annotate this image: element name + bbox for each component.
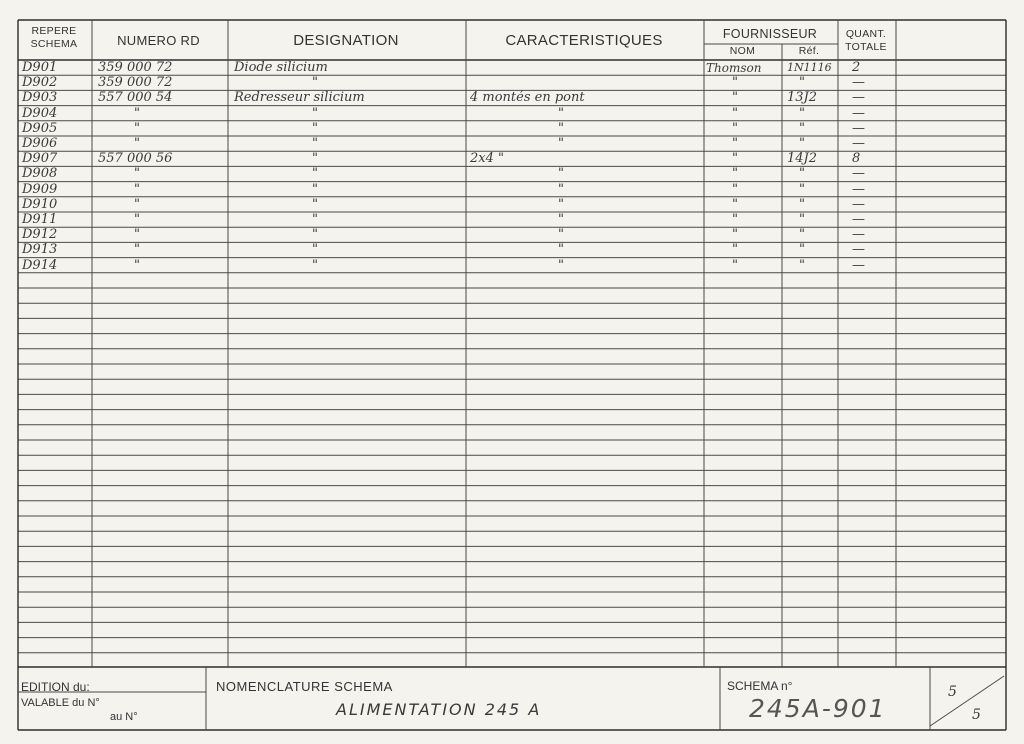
cell-designation: " [312,136,318,151]
cell-caracteristiques: " [558,181,564,197]
cell-ref: " [799,196,805,212]
cell-repere: D907 [22,151,58,167]
cell-quant: — [852,105,865,121]
cell-ref: " [799,75,805,91]
cell-numero: " [134,227,140,243]
cell-numero: " [134,257,140,273]
cell-caracteristiques: " [558,120,564,136]
cell-quant: 2 [852,60,861,75]
cell-caracteristiques: 4 montés en pont [470,90,585,106]
cell-caracteristiques: " [558,212,564,227]
valable-label: VALABLE du N° [21,697,100,709]
cell-nom: " [732,257,738,273]
schema-label: SCHEMA n° [727,679,793,693]
cell-numero: " [134,136,140,151]
cell-nom: " [732,227,738,243]
cell-caracteristiques: " [558,227,564,243]
page-number: 5 [948,684,957,700]
header-repere-schema: REPERE SCHEMA [30,25,78,50]
cell-numero: " [134,166,140,182]
cell-numero: " [134,105,140,121]
cell-ref: " [799,105,805,121]
cell-repere: D912 [22,227,58,243]
cell-designation: Redresseur silicium [234,90,365,106]
cell-numero: " [134,120,140,136]
cell-designation: " [312,257,318,273]
cell-quant: — [852,242,865,258]
cell-numero: " [134,242,140,258]
cell-caracteristiques: 2x4 " [470,151,504,167]
cell-ref: " [799,257,805,273]
cell-nom: " [732,212,738,227]
cell-nom: " [732,181,738,197]
cell-designation: " [312,181,318,197]
cell-repere: D906 [22,136,58,151]
cell-ref: " [799,166,805,182]
cell-designation: " [312,120,318,136]
cell-ref: " [799,181,805,197]
cell-nom: " [732,166,738,182]
cell-caracteristiques: " [558,196,564,212]
cell-quant: — [852,166,865,182]
cell-repere: D914 [22,257,58,273]
cell-caracteristiques: " [558,105,564,121]
cell-numero: 359 000 72 [98,60,173,75]
cell-numero: " [134,181,140,197]
cell-caracteristiques: " [558,257,564,273]
cell-nom: " [732,90,738,106]
header-ref: Réf. [798,45,820,57]
cell-designation: " [312,227,318,243]
cell-repere: D913 [22,242,58,258]
cell-nom: " [732,242,738,258]
cell-designation: " [312,212,318,227]
cell-designation: Diode silicium [234,60,328,75]
cell-caracteristiques: " [558,136,564,151]
cell-repere: D903 [22,90,58,106]
cell-ref: " [799,120,805,136]
cell-repere: D904 [22,105,58,121]
header-quant-totale: QUANT. TOTALE [845,28,887,53]
cell-nom: " [732,196,738,212]
cell-quant: — [852,227,865,243]
au-label: au N° [110,711,138,723]
cell-quant: — [852,257,865,273]
header-numero-rd: NUMERO RD [117,33,200,48]
cell-numero: 359 000 72 [98,75,173,91]
cell-nom: " [732,151,738,167]
cell-nom: " [732,120,738,136]
page-total: 5 [972,707,981,723]
cell-quant: — [852,120,865,136]
cell-ref: " [799,136,805,151]
cell-numero: 557 000 56 [98,151,173,167]
cell-designation: " [312,75,318,91]
cell-repere: D908 [22,166,58,182]
cell-designation: " [312,151,318,167]
cell-designation: " [312,196,318,212]
cell-quant: — [852,136,865,151]
cell-nom: " [732,136,738,151]
cell-quant: — [852,181,865,197]
cell-quant: — [852,75,865,91]
cell-numero: " [134,196,140,212]
cell-designation: " [312,166,318,182]
cell-numero: 557 000 54 [98,90,173,106]
nomenclature-value: ALIMENTATION 245 A [336,700,542,719]
cell-repere: D909 [22,181,58,197]
cell-repere: D901 [22,60,58,75]
header-fournisseur: FOURNISSEUR [722,27,818,41]
header-designation: DESIGNATION [293,32,399,49]
cell-ref: 1N1116 [787,61,832,74]
cell-nom: Thomson [706,61,762,75]
cell-quant: — [852,196,865,212]
nomenclature-label: NOMENCLATURE SCHEMA [216,679,393,694]
edition-label: EDITION du: [21,680,90,694]
cell-ref: " [799,227,805,243]
cell-repere: D910 [22,196,58,212]
header-nom: NOM [729,45,756,57]
cell-designation: " [312,105,318,121]
cell-nom: " [732,75,738,91]
cell-nom: " [732,105,738,121]
cell-ref: 14J2 [787,151,818,167]
cell-ref: " [799,212,805,227]
cell-repere: D911 [22,212,58,227]
cell-quant: — [852,212,865,227]
cell-repere: D902 [22,75,58,91]
cell-ref: 13J2 [787,90,818,106]
cell-numero: " [134,212,140,227]
cell-quant: — [852,90,865,106]
cell-caracteristiques: " [558,242,564,258]
cell-quant: 8 [852,151,861,167]
cell-designation: " [312,242,318,258]
header-caracteristiques: CARACTERISTIQUES [505,32,663,49]
cell-repere: D905 [22,120,58,136]
cell-caracteristiques: " [558,166,564,182]
cell-ref: " [799,242,805,258]
page-slash [930,676,1004,726]
schema-number: 245A-901 [749,694,887,723]
